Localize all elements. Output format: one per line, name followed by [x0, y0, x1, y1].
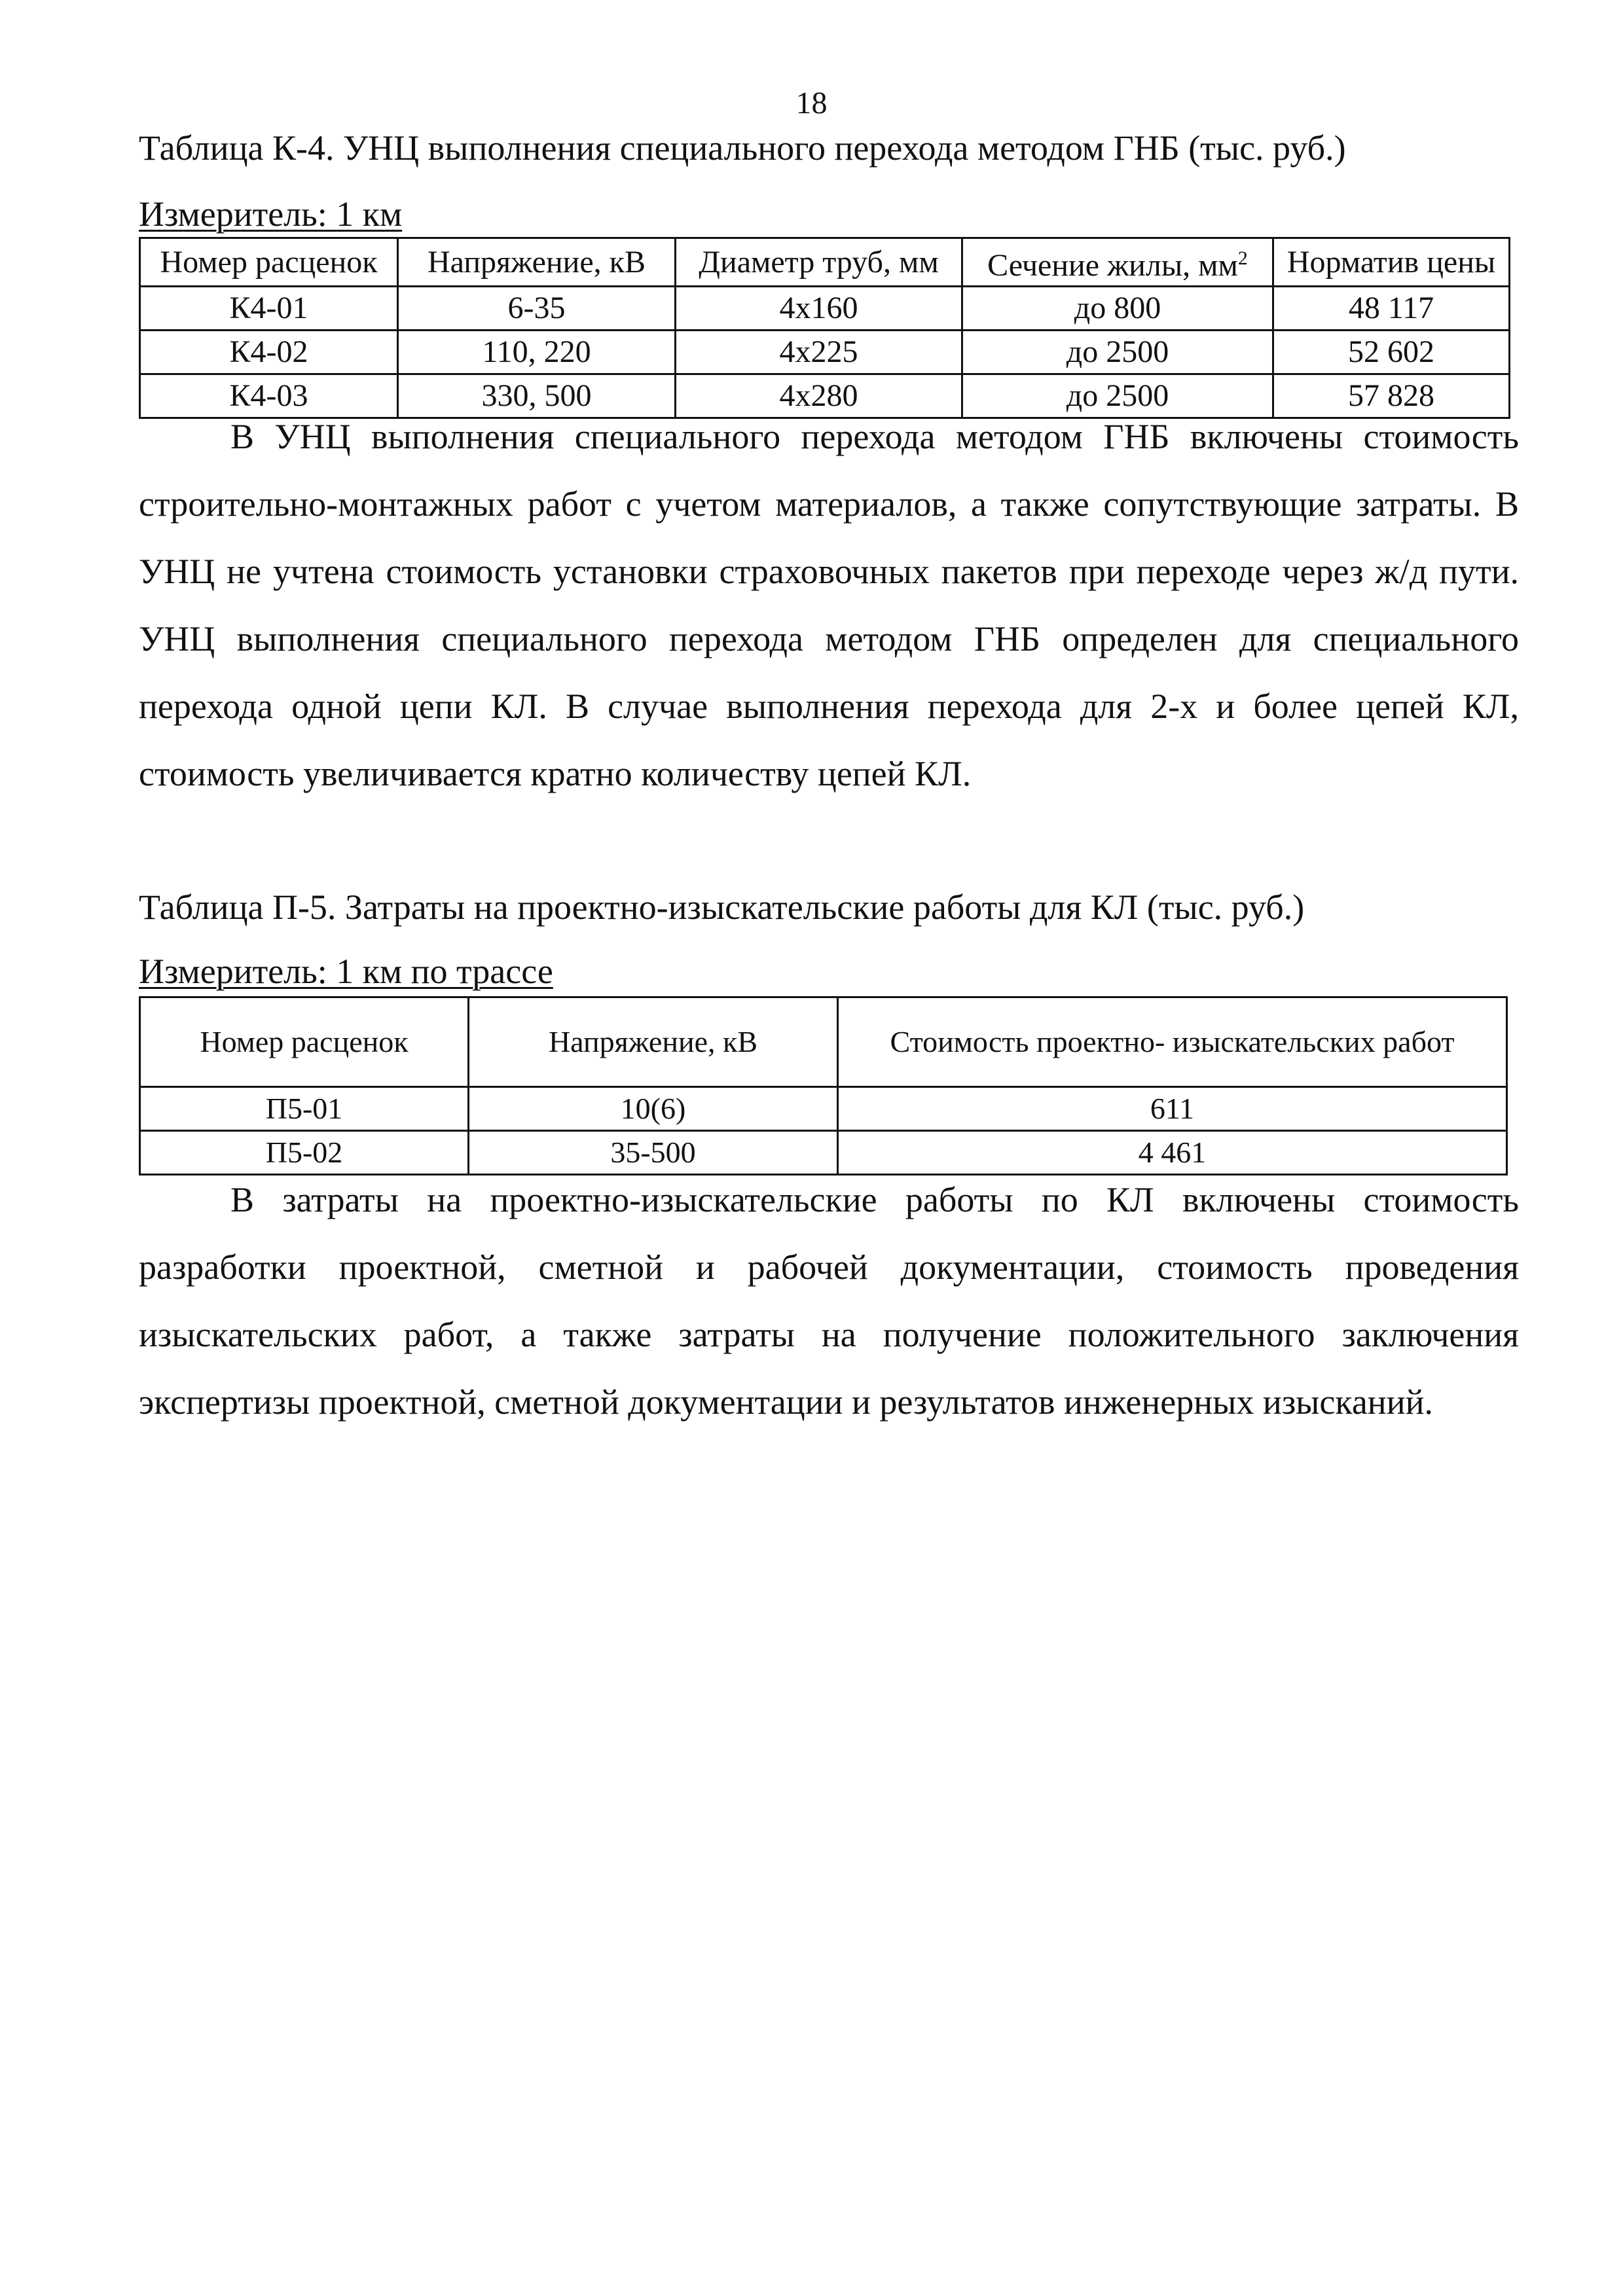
- table-cell: 4х280: [676, 374, 962, 418]
- table-cell: 10(6): [469, 1087, 838, 1131]
- page-number: 18: [795, 86, 828, 120]
- table-p5-measure: [139, 950, 553, 992]
- table-cell: К4-01: [140, 287, 398, 331]
- table-p5-header-row: [140, 997, 1507, 1087]
- table-cell: 4х160: [676, 287, 962, 331]
- table-row: [140, 287, 1510, 331]
- table-cell: 4 461: [838, 1131, 1507, 1175]
- table-k4-caption: Таблица К-4. УНЦ выполнения специального перехода методом ГНБ (тыс. руб.): [139, 128, 1346, 168]
- table-cell: 57 828: [1273, 374, 1510, 418]
- table-p5-measure-text: Измеритель: 1 км по трассе: [139, 952, 553, 991]
- table-k4-header-cell: [962, 238, 1273, 287]
- table-cell: 110, 220: [398, 331, 676, 374]
- table-k4-measure-text: Измеритель: 1 км: [139, 194, 403, 234]
- table-cell: 52 602: [1273, 331, 1510, 374]
- table-row: [140, 1087, 1507, 1131]
- table-cell: К4-02: [140, 331, 398, 374]
- table-k4-measure: [139, 193, 402, 235]
- table-p5-header-cell: Номер расценок: [140, 997, 469, 1087]
- table-p5-header-cell: Стоимость проектно- изыскательских работ: [838, 997, 1507, 1087]
- table-k4-header-cell: Напряжение, кВ: [398, 238, 676, 287]
- table-cell: 35-500: [469, 1131, 838, 1175]
- table-p5: [139, 996, 1508, 1175]
- table-k4-header-sup: 2: [1237, 247, 1248, 269]
- table-k4-header-cell: Норматив цены: [1273, 238, 1510, 287]
- table-k4-note: В УНЦ выполнения специального перехода методом ГНБ включены стоимость строительно-монтажных работ с учетом материалов, а также сопутствующие затраты. В УНЦ не учтена стоимость установки страховочных пакетов при переходе через ж/д пути. УНЦ выполнения специального перехода методом ГНБ определен для специального перехода одной цепи КЛ. В случае выполнения перехода для 2-х и более цепей КЛ, стоимость увеличивается кратно количеству цепей КЛ.: [139, 417, 1519, 793]
- table-cell: 330, 500: [398, 374, 676, 418]
- table-cell: П5-02: [140, 1131, 469, 1175]
- table-cell: 6-35: [398, 287, 676, 331]
- table-cell: 48 117: [1273, 287, 1510, 331]
- table-k4-header-text: Сечение жилы, мм: [987, 248, 1238, 283]
- table-cell: П5-01: [140, 1087, 469, 1131]
- table-k4: [139, 237, 1510, 419]
- table-cell: до 2500: [962, 331, 1273, 374]
- table-k4-header-row: [140, 238, 1510, 287]
- table-p5-header-cell: Напряжение, кВ: [469, 997, 838, 1087]
- table-k4-header-cell: Номер расценок: [140, 238, 398, 287]
- table-cell: до 800: [962, 287, 1273, 331]
- table-cell: 611: [838, 1087, 1507, 1131]
- table-cell: К4-03: [140, 374, 398, 418]
- table-p5-caption: Таблица П-5. Затраты на проектно-изыскательские работы для КЛ (тыс. руб.): [139, 888, 1305, 927]
- table-k4-header-cell: Диаметр труб, мм: [676, 238, 962, 287]
- table-row: [140, 331, 1510, 374]
- table-cell: 4х225: [676, 331, 962, 374]
- table-cell: до 2500: [962, 374, 1273, 418]
- table-p5-note: В затраты на проектно-изыскательские работы по КЛ включены стоимость разработки проектной, сметной и рабочей документации, стоимость проведения изыскательских работ, а также затраты на получение положительного заключения экспертизы проектной, сметной документации и результатов инженерных изысканий.: [139, 1180, 1519, 1422]
